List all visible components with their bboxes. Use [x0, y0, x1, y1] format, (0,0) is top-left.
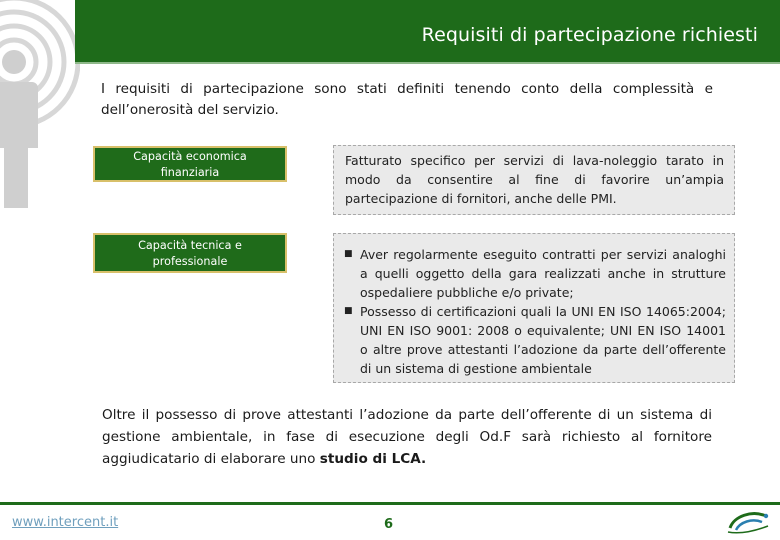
header-bar — [75, 0, 780, 64]
list-item — [343, 245, 726, 302]
outro-paragraph — [102, 404, 712, 470]
bullet-list — [343, 245, 726, 378]
intro-paragraph: I requisiti di partecipazione sono stati definiti tenendo conto della complessità e dell’onerosità del servizio. — [101, 81, 713, 118]
requirement-description-economic: Fatturato specifico per servizi di lava-noleggio tarato in modo da consentire al fine di favorire un’ampia partecipazione di fornitori, anche delle PMI. — [333, 145, 735, 215]
requirement-label-line: finanziaria — [160, 166, 220, 179]
bullet-text: Possesso di certificazioni quali la UNI EN ISO 14065:2004; UNI EN ISO 9001: 2008 o equivalente; UNI EN ISO 14001 o altre prove attestanti l’adozione da parte dell’offerente di un sistema di gestione ambientale — [360, 304, 726, 376]
list-item — [343, 302, 726, 378]
requirement-description-technical — [333, 233, 735, 383]
square-bullet-icon: ■ — [344, 249, 353, 259]
square-bullet-icon: ■ — [344, 306, 353, 316]
requirement-label-line: Capacità tecnica e — [138, 239, 242, 252]
page-number: 6 — [384, 517, 394, 532]
intercent-logo-icon — [722, 506, 774, 536]
website-link[interactable]: www.intercent.it — [12, 515, 119, 530]
requirement-label-economic — [93, 146, 287, 182]
outro-text: Oltre il possesso di prove attestanti l’adozione da parte dell’offerente di un sistema di gestione ambientale, in fase di esecuzione degli Od.F sarà richiesto al fornitore aggiudicatario di elaborare uno — [102, 407, 712, 467]
person-broadcast-icon — [0, 0, 80, 210]
requirement-label-technical — [93, 233, 287, 273]
requirement-label-line: Capacità economica — [133, 150, 247, 163]
requirement-label-line: professionale — [152, 255, 228, 268]
bullet-text: Aver regolarmente eseguito contratti per servizi analoghi a quelli oggetto della gara realizzati anche in strutture ospedaliere pubbliche e/o private; — [360, 247, 726, 300]
page-title: Requisiti di partecipazione richiesti — [421, 24, 758, 46]
footer-divider — [0, 502, 780, 505]
outro-bold-text: studio di LCA. — [319, 451, 427, 467]
